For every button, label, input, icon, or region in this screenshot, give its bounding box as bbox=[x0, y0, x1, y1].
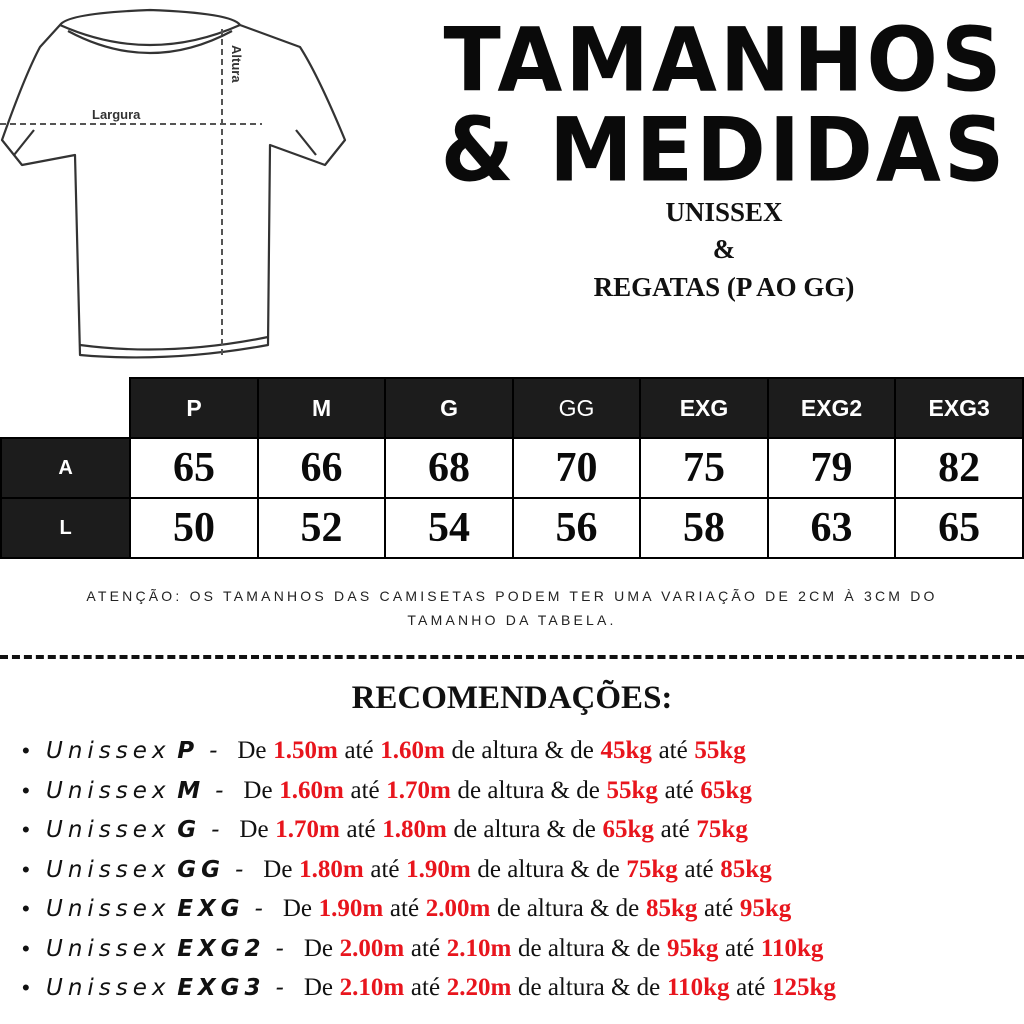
rec-height-to: 2.20m bbox=[446, 974, 512, 1001]
rec-prefix: Unissex bbox=[46, 975, 171, 1001]
rec-weight-to: 110kg bbox=[760, 934, 824, 962]
rec-word-ate: até bbox=[344, 737, 374, 764]
rec-word-de: De bbox=[263, 855, 293, 883]
rec-weight-to: 125kg bbox=[771, 974, 836, 1001]
bullet-icon: • bbox=[22, 975, 30, 1000]
rec-height-from: 1.50m bbox=[273, 737, 338, 764]
subtitle-line-2: & bbox=[712, 234, 736, 264]
rec-weight-to: 85kg bbox=[720, 855, 772, 883]
rec-height-from: 2.10m bbox=[339, 974, 405, 1001]
width-cell-g: 54 bbox=[385, 498, 512, 558]
rec-word-ate: até bbox=[410, 974, 441, 1001]
bullet-icon: • bbox=[22, 777, 30, 803]
page-title-line-1: TAMANHOS bbox=[443, 8, 1005, 112]
recommendation-item bbox=[22, 812, 836, 852]
subtitle-line-3: REGATAS (P AO GG) bbox=[593, 272, 855, 302]
rec-height-from: 1.90m bbox=[318, 895, 384, 922]
size-header-exg3: EXG3 bbox=[895, 378, 1023, 438]
attention-note-line-2: TAMANHO DA TABELA. bbox=[407, 612, 617, 628]
rec-prefix: Unissex bbox=[46, 856, 171, 883]
tshirt-outline bbox=[2, 10, 345, 357]
size-header-exg2: EXG2 bbox=[768, 378, 896, 438]
rec-size: EXG bbox=[177, 896, 245, 922]
height-cell-gg: 70 bbox=[513, 438, 640, 498]
recommendation-item bbox=[22, 773, 836, 813]
rec-prefix: Unissex bbox=[46, 738, 171, 764]
rec-word-de: De bbox=[303, 974, 333, 1001]
width-cell-exg: 58 bbox=[640, 498, 768, 558]
width-cell-exg3: 65 bbox=[895, 498, 1023, 558]
recommendation-item bbox=[22, 891, 836, 931]
height-cell-g: 68 bbox=[385, 438, 512, 498]
rec-height-from: 1.70m bbox=[275, 816, 340, 843]
bullet-icon: • bbox=[22, 738, 30, 763]
rec-word-ate: até bbox=[410, 934, 441, 962]
rec-weight-to: 75kg bbox=[696, 816, 748, 843]
height-cell-exg: 75 bbox=[640, 438, 768, 498]
rec-word-altura: de altura & de bbox=[457, 776, 600, 804]
rec-height-to: 1.70m bbox=[386, 776, 451, 804]
rec-height-to: 1.80m bbox=[382, 816, 447, 843]
size-header-exg: EXG bbox=[640, 378, 768, 438]
bullet-icon: • bbox=[22, 817, 30, 842]
rec-size: M bbox=[177, 777, 206, 804]
rec-prefix: Unissex bbox=[46, 935, 171, 962]
rec-separator: - bbox=[211, 817, 220, 843]
page-title-line-2: & MEDIDAS bbox=[440, 98, 1008, 202]
rec-word-altura: de altura & de bbox=[517, 974, 661, 1001]
recommendation-item bbox=[22, 733, 836, 773]
dashed-divider bbox=[0, 655, 1024, 659]
bullet-icon: • bbox=[22, 896, 30, 921]
rec-word-altura: de altura & de bbox=[451, 737, 594, 764]
bullet-icon: • bbox=[22, 935, 30, 961]
rec-word-ate: até bbox=[684, 855, 714, 883]
rec-prefix: Unissex bbox=[46, 817, 171, 843]
rec-separator: - bbox=[234, 856, 244, 883]
rec-weight-from: 75kg bbox=[626, 855, 678, 883]
height-cell-exg3: 82 bbox=[895, 438, 1023, 498]
rec-word-ate: até bbox=[704, 895, 734, 922]
size-header-g: G bbox=[385, 378, 512, 438]
rec-height-from: 2.00m bbox=[339, 934, 405, 962]
rec-word-de: De bbox=[243, 776, 273, 804]
height-cell-m: 66 bbox=[258, 438, 385, 498]
width-label: Largura bbox=[92, 107, 141, 122]
rec-height-from: 1.80m bbox=[299, 855, 364, 883]
rec-word-de: De bbox=[239, 816, 269, 843]
rec-weight-to: 95kg bbox=[739, 895, 792, 922]
rec-word-altura: de altura & de bbox=[496, 895, 640, 922]
rec-word-ate: até bbox=[350, 776, 380, 804]
rec-word-ate: até bbox=[725, 934, 755, 962]
rec-word-ate: até bbox=[660, 816, 690, 843]
rec-weight-from: 55kg bbox=[606, 776, 658, 804]
recommendation-item bbox=[22, 852, 836, 892]
recommendations-list bbox=[22, 733, 836, 1010]
height-label: Altura bbox=[229, 45, 244, 83]
rec-separator: - bbox=[209, 738, 218, 764]
attention-note-line-1: ATENÇÃO: OS TAMANHOS DAS CAMISETAS PODEM TER UMA VARIAÇÃO DE 2CM À 3CM DO bbox=[86, 588, 938, 604]
tshirt-diagram bbox=[0, 5, 350, 370]
rec-word-ate: até bbox=[736, 974, 766, 1001]
rec-height-to: 2.10m bbox=[446, 934, 512, 962]
bullet-icon: • bbox=[22, 856, 30, 882]
rec-separator: - bbox=[275, 935, 284, 962]
rec-word-altura: de altura & de bbox=[453, 816, 596, 843]
width-cell-m: 52 bbox=[258, 498, 385, 558]
height-cell-exg2: 79 bbox=[768, 438, 896, 498]
rec-separator: - bbox=[215, 777, 224, 804]
rec-word-altura: de altura & de bbox=[477, 855, 620, 883]
size-table-row-width bbox=[1, 498, 1023, 558]
rec-word-altura: de altura & de bbox=[517, 934, 661, 962]
rec-height-to: 2.00m bbox=[425, 895, 491, 922]
rec-size: EXG2 bbox=[177, 935, 266, 962]
rec-word-de: De bbox=[303, 934, 333, 962]
width-cell-p: 50 bbox=[130, 498, 257, 558]
rec-size: EXG3 bbox=[177, 975, 266, 1001]
rec-word-de: De bbox=[282, 895, 312, 922]
tshirt-hem bbox=[80, 337, 268, 350]
rec-separator: - bbox=[275, 975, 284, 1001]
rec-height-to: 1.90m bbox=[406, 855, 471, 883]
size-header-p: P bbox=[130, 378, 257, 438]
tshirt-collar bbox=[60, 25, 240, 53]
size-table-corner bbox=[1, 378, 130, 438]
rec-word-ate: até bbox=[370, 855, 400, 883]
tshirt-right-cuff bbox=[296, 130, 345, 165]
recommendations-title: RECOMENDAÇÕES: bbox=[351, 680, 673, 716]
size-header-m: M bbox=[258, 378, 385, 438]
recommendation-item bbox=[22, 970, 836, 1010]
rec-weight-from: 65kg bbox=[602, 816, 654, 843]
size-header-gg: GG bbox=[513, 378, 640, 438]
rec-weight-to: 55kg bbox=[694, 737, 746, 764]
rec-prefix: Unissex bbox=[46, 777, 171, 804]
attention-note bbox=[10, 584, 1014, 632]
height-cell-p: 65 bbox=[130, 438, 257, 498]
rec-weight-from: 95kg bbox=[666, 934, 719, 962]
rec-weight-from: 85kg bbox=[645, 895, 698, 922]
size-table-row-height bbox=[1, 438, 1023, 498]
rec-height-from: 1.60m bbox=[279, 776, 344, 804]
row-label-width: L bbox=[1, 498, 130, 558]
recommendation-item bbox=[22, 931, 836, 971]
rec-size: G bbox=[177, 817, 202, 843]
rec-word-de: De bbox=[237, 737, 267, 764]
rec-height-to: 1.60m bbox=[380, 737, 445, 764]
rec-word-ate: até bbox=[664, 776, 694, 804]
rec-weight-to: 65kg bbox=[700, 776, 752, 804]
rec-prefix: Unissex bbox=[46, 896, 171, 922]
size-table bbox=[0, 377, 1024, 559]
rec-size: P bbox=[177, 738, 200, 764]
rec-size: GG bbox=[177, 856, 225, 883]
size-table-header-row bbox=[1, 378, 1023, 438]
tshirt-left-cuff bbox=[2, 130, 34, 165]
rec-separator: - bbox=[254, 896, 263, 922]
width-cell-gg: 56 bbox=[513, 498, 640, 558]
rec-word-ate: até bbox=[658, 737, 688, 764]
rec-weight-from: 110kg bbox=[666, 974, 730, 1001]
subtitle-line-1: UNISSEX bbox=[665, 197, 783, 227]
rec-word-ate: até bbox=[346, 816, 376, 843]
row-label-height: A bbox=[1, 438, 130, 498]
rec-word-ate: até bbox=[389, 895, 420, 922]
width-cell-exg2: 63 bbox=[768, 498, 896, 558]
rec-weight-from: 45kg bbox=[600, 737, 652, 764]
